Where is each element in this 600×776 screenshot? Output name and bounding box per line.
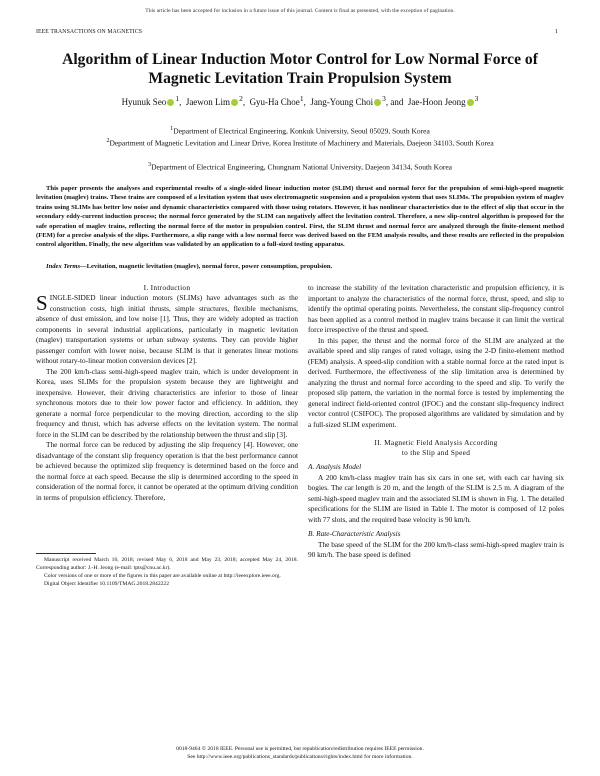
- abstract: This paper presents the analyses and experimental results of a single-sided linear induction motor (SLIM) thrust and normal force for the propulsion of semi-high-speed magnetic levitation (maglev) trains. These trains are composed of a levitation system that uses electromagnetic suspension and a propulsion system that uses SLIMs. The propulsion system of maglev trains using SLIMs has better low noise and dynamic characteristics compared with those using rotators. However, it has nonlinear characteristics due to the effect of slip that occur in the secondary eddy-current induction process; the normal force generated by the SLIM can negatively affect the levitation control. Therefore, a new slip-control algorithm is proposed for the safe operation of maglev trains, reflecting the normal force of the motor in propulsion control. First, the SLIM thrust and normal force are analyzed through the finite-element method (FEM) for a precise analysis of the slips. Furthermore, a slip range with a low normal force was derived based on the FEM analysis results, and these results are reflected in the propulsion control algorithm. Finally, the new algorithm was validated by an application to a full-sized testing apparatus.: [36, 185, 564, 249]
- orcid-icon[interactable]: [231, 99, 238, 106]
- author-list: Hyunuk Seo $^1$, Jaewon Lim $^2$, Gyu-Ha Choe$^1$, Jang-Young Choi $^3$, and Jae-Hoon Jeong $^3$: [121, 94, 479, 107]
- right-column: [308, 283, 564, 561]
- footnote-color: Color versions of one or more of the figures in this paper are available online at http://ieeexplore.ieee.org.: [44, 572, 281, 579]
- journal-name: IEEE TRANSACTIONS ON MAGNETICS: [36, 29, 143, 35]
- author-name: Jae-Hoon Jeong: [407, 97, 466, 107]
- orcid-icon[interactable]: [167, 99, 174, 106]
- copyright-notice: 0018-9464 © 2018 IEEE. Personal use is permitted, but republication/redistribution requires IEEE permission. See http://www.ieee.org/publications_standards/publications/rights/index.html for more information.: [176, 746, 424, 760]
- orcid-icon[interactable]: [467, 99, 474, 106]
- index-terms: Index Terms—Levitation, magnetic levitation (maglev), normal force, power consumption, propulsion.: [46, 263, 333, 270]
- author-name: Jaewon Lim: [185, 97, 231, 107]
- affiliation-2: $^2$Department of Magnetic Levitation and Linear Drive, Korea Institute of Machinery and Materials, Daejeon 34103, South Korea: [106, 137, 494, 148]
- author-name: Jang-Young Choi: [310, 97, 374, 107]
- orcid-icon[interactable]: [374, 99, 381, 106]
- paragraph: The normal force can be reduced by adjusting the slip frequency [4]. However, one disadvantage of the constant slip frequency operation is that the best performance cannot be achieved because the optimized slip frequency is determined based on the force and the normal force at each speed. Because the slip is determined according to the speed in consideration of the normal force, it cannot be operated at the optimum driving condition in terms of propulsion efficiency. Therefore,: [36, 440, 298, 502]
- drop-cap: S: [36, 291, 48, 315]
- section-heading: I. Introduction: [143, 283, 191, 292]
- page-number: 1: [555, 29, 558, 35]
- section-heading: II. Magnetic Field Analysis According to the Slip and Speed: [374, 438, 498, 457]
- left-column: [36, 283, 298, 503]
- acceptance-notice: This article has been accepted for inclusion in a future issue of this journal. Content is final as presented, with the exception of pagination.: [145, 8, 455, 14]
- footnote-doi: Digital Object Identifier 10.1109/TMAG.2018.2842222: [44, 580, 170, 587]
- paper-title: Algorithm of Linear Induction Motor Control for Low Normal Force of Magnetic Levitation Train Propulsion System: [62, 51, 538, 87]
- paragraph: SINGLE-SIDED linear induction motors (SLIMs) have advantages such as the construction costs, high initial thrusts, simple structures, flexible mechanisms, absence of dust emission, and low noise [1]. Thus, they are widely adopted as traction components in several industrial applications, particularly in magnetic levitation (maglev) transportation systems or urban subway systems. They can provide higher passenger comfort with lower noise, because SLIM is that it generates linear motions without rotary-to-linear motion conversion devices [2].: [36, 291, 298, 365]
- footnotes: [36, 557, 298, 589]
- author-name: Hyunuk Seo: [121, 97, 167, 107]
- author-name: Gyu-Ha Choe: [249, 97, 300, 107]
- paragraph: The 200 km/h-class semi-high-speed maglev train, which is under development in Korea, uses SLIMs for the propulsion system because they are lightweight and inexpensive. However, their driving characteristics are inferior to those of linear synchronous motors due to their low power factor and efficiency. In addition, they generate a normal force perpendicular to the moving direction, according to the slip frequency and thrust, which has adverse effects on the levitation system. The normal force in the SLIM can be described by the relationship between the thrust and slip [3].: [36, 366, 298, 439]
- paragraph: In this paper, the thrust and the normal force of the SLIM are analyzed at the available speed and slip ranges of rated voltage, using the 2-D finite-element method (FEM) analysis. A speed-slip condition with a stable normal force at the rated input is derived. Furthermore, the effectiveness of the slip limitation area is determined by analyzing the thrust and normal force according to the speed and slip. To verify the proposed slip pattern, the variation in the normal force is tested by implementing the general indirect field-oriented control (IFOC) and the constant slip-frequency indirect vector control (CSIFOC). The proposed algorithms are validated by simulation and by a full-sized SLIM experiment.: [308, 335, 564, 429]
- subsection-heading: B. Rate-Characteristic Analysis: [308, 529, 401, 538]
- paragraph: The base speed of the SLIM for the 200 km/h-class semi-high-speed maglev train is 90 km/h. The base speed is defined: [308, 539, 564, 559]
- paragraph: A 200 km/h-class maglev train has six cars in one set, with each car having six bogies. The car length is 20 m, and the length of the SLIM is 2.5 m. A diagram of the semi-high-speed maglev train and the associated SLIM is shown in Fig. 1. The detailed specifications for the SLIM are listed in Table I. The motor is composed of 12 poles with 77 slots, and the required base velocity is 90 km/h.: [308, 472, 564, 524]
- affiliation-1: $^1$Department of Electrical Engineering, Konkuk University, Seoul 05029, South Korea: [170, 125, 430, 136]
- footnote-rule: [36, 553, 96, 554]
- subsection-heading: A. Analysis Model: [308, 462, 362, 471]
- footnote-manuscript: Manuscript received March 16, 2018; revised May 6, 2018 and May 23, 2018; accepted May 24, 2018. Corresponding author: J.-H. Jeong (e-mail: tpts@cnu.ac.kr).: [36, 557, 298, 571]
- paragraph: to increase the stability of the levitation characteristic and propulsion efficiency, it is important to analyze the characteristics of the normal force, thrust, speed, and slip to identify the optimal operating points. Nevertheless, the constant slip-frequency control has been applied as a control method in maglev trains because it can limit the vertical force irrespective of the thrust and speed.: [308, 283, 564, 334]
- affiliation-3: $^3$Department of Electrical Engineering, Chungnam National University, Daejeon 34134, South Korea: [147, 161, 452, 172]
